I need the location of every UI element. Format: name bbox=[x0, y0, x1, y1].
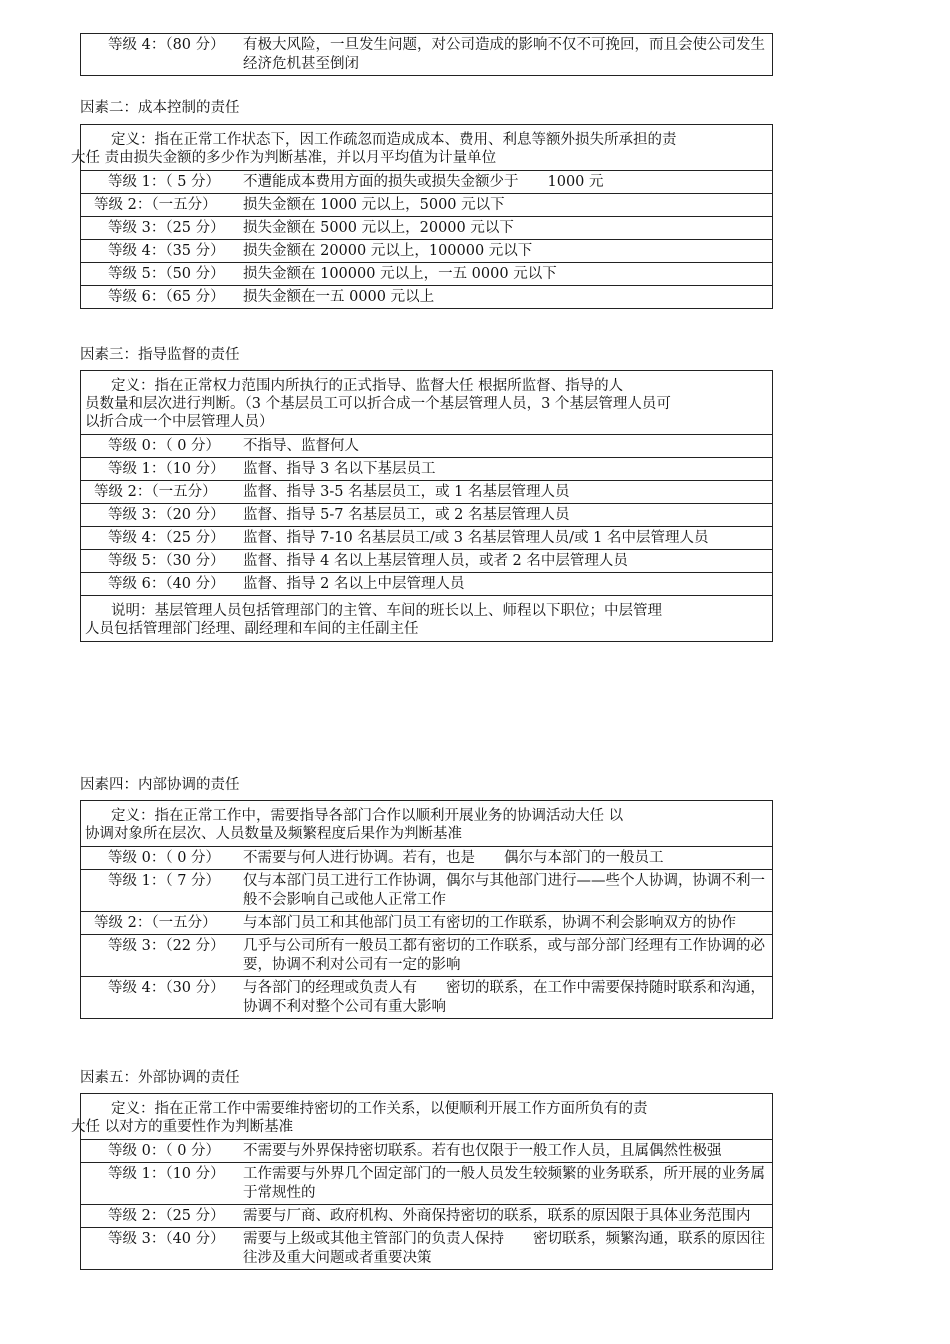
definition-line: 大任 责由损失金额的多少作为判断基准，并以月平均值为计量单位 bbox=[71, 150, 497, 166]
table-row bbox=[81, 240, 772, 263]
level-description: 监督、指导 3-5 名基层员工，或 1 名基层管理人员 bbox=[243, 484, 570, 500]
factor3-table bbox=[80, 370, 773, 642]
level-description: 不需要与外界保持密切联系。若有也仅限于一般工作人员，且属偶然性极强 bbox=[243, 1143, 722, 1159]
factor5-title: 因素五：外部协调的责任 bbox=[80, 1070, 240, 1086]
level-description: 需要与上级或其他主管部门的负责人保持 密切联系，频繁沟通，联系的原因往往涉及重大问题或者重要决策 bbox=[243, 1231, 765, 1266]
level-label: 等级 0：（ 0 分） bbox=[108, 1143, 221, 1159]
level-label: 等级 5：（30 分） bbox=[108, 553, 225, 569]
level-description: 仅与本部门员工进行工作协调，偶尔与其他部门进行——些个人协调，协调不利一般不会影响自己或他人正常工作 bbox=[243, 873, 765, 908]
table-row bbox=[81, 286, 772, 308]
definition-row bbox=[71, 1094, 772, 1140]
level-description: 监督、指导 4 名以上基层管理人员，或者 2 名中层管理人员 bbox=[243, 553, 628, 569]
factor3-title: 因素三：指导监督的责任 bbox=[80, 347, 240, 363]
level-label: 等级 4：（35 分） bbox=[108, 243, 225, 259]
level-label: 等级 1：（ 5 分） bbox=[108, 174, 221, 190]
level-description: 工作需要与外界几个固定部门的一般人员发生较频繁的业务联系，所开展的业务属于常规性的 bbox=[243, 1166, 765, 1201]
level-label: 等级 5：（50 分） bbox=[108, 266, 225, 282]
factor5-table bbox=[71, 1093, 773, 1270]
table-row bbox=[81, 217, 772, 240]
level-description: 与本部门员工和其他部门员工有密切的工作联系，协调不利会影响双方的协作 bbox=[243, 915, 736, 931]
definition-row bbox=[81, 371, 772, 435]
table-row bbox=[81, 34, 772, 75]
definition-line: 员数量和层次进行判断。（3 个基层员工可以折合成一个基层管理人员，3 个基层管理人员可 bbox=[85, 396, 671, 412]
definition-row bbox=[81, 801, 772, 847]
table-row bbox=[81, 1228, 772, 1269]
table-row bbox=[81, 1163, 772, 1205]
level-label: 等级 3：（22 分） bbox=[108, 938, 225, 954]
factor4-title: 因素四：内部协调的责任 bbox=[80, 777, 240, 793]
definition-line: 定义：指在正常工作状态下，因工作疏忽而造成成本、费用、利息等额外损失所承担的责 bbox=[111, 132, 677, 148]
level-description: 不需要与何人进行协调。若有，也是 偶尔与本部门的一般员工 bbox=[243, 850, 664, 866]
definition-line: 定义：指在正常工作中，需要指导各部门合作以顺利开展业务的协调活动大任 以 bbox=[111, 808, 624, 824]
level-description: 损失金额在 5000 元以上，20000 元以下 bbox=[243, 220, 514, 236]
table-row bbox=[81, 458, 772, 481]
level-label: 等级 4：（30 分） bbox=[108, 980, 225, 996]
table-box bbox=[71, 1093, 773, 1270]
level-description: 损失金额在 1000 元以上，5000 元以下 bbox=[243, 197, 505, 213]
level-description: 几乎与公司所有一般员工都有密切的工作联系，或与部分部门经理有工作协调的必要，协调不利对公司有一定的影响 bbox=[243, 938, 765, 973]
level-label: 等级 1：（10 分） bbox=[108, 461, 225, 477]
note-line: 人员包括管理部门经理、副经理和车间的主任副主任 bbox=[85, 621, 419, 637]
level-label: 等级 6：（40 分） bbox=[108, 576, 225, 592]
note-line: 说明：基层管理人员包括管理部门的主管、车间的班长以上、师程以下职位；中层管理 bbox=[111, 603, 662, 619]
level-description: 监督、指导 7-10 名基层员工/或 3 名基层管理人员/或 1 名中层管理人员 bbox=[243, 530, 709, 546]
level-description: 不指导、监督何人 bbox=[243, 438, 359, 454]
table-row bbox=[81, 935, 772, 977]
table-row bbox=[81, 263, 772, 286]
definition-line: 定义：指在正常权力范围内所执行的正式指导、监督大任 根据所监督、指导的人 bbox=[111, 378, 624, 394]
table-row bbox=[81, 481, 772, 504]
level-label: 等级 2：（一五分） bbox=[94, 197, 217, 213]
level-label: 等级 3：（25 分） bbox=[108, 220, 225, 236]
table-row bbox=[81, 870, 772, 912]
level-label: 等级 2：（一五分） bbox=[94, 484, 217, 500]
level-description: 损失金额在 100000 元以上，一五 0000 元以下 bbox=[243, 266, 557, 282]
definition-line: 协调对象所在层次、人员数量及频繁程度后果作为判断基准 bbox=[85, 826, 462, 842]
table-box bbox=[80, 33, 773, 76]
level-description: 监督、指导 2 名以上中层管理人员 bbox=[243, 576, 465, 592]
table-row bbox=[81, 912, 772, 935]
definition-row bbox=[71, 125, 772, 171]
level-description: 与各部门的经理或负责人有 密切的联系，在工作中需要保持随时联系和沟通，协调不利对整个公司有重大影响 bbox=[243, 980, 765, 1015]
level-label: 等级 6：（65 分） bbox=[108, 289, 225, 305]
note-row bbox=[81, 596, 772, 641]
table-box bbox=[71, 124, 773, 309]
level-description: 监督、指导 5-7 名基层员工，或 2 名基层管理人员 bbox=[243, 507, 570, 523]
level-label: 等级 1：（10 分） bbox=[108, 1166, 225, 1182]
definition-line: 定义：指在正常工作中需要维持密切的工作关系，以便顺利开展工作方面所负有的责 bbox=[111, 1101, 648, 1117]
level-label: 等级 3：（20 分） bbox=[108, 507, 225, 523]
level-description: 监督、指导 3 名以下基层员工 bbox=[243, 461, 436, 477]
level-label: 等级 2：（一五分） bbox=[94, 915, 217, 931]
level-label: 等级 3：（40 分） bbox=[108, 1231, 225, 1247]
factor2-table bbox=[71, 124, 773, 309]
table-box bbox=[80, 800, 773, 1019]
definition-line: 大任 以对方的重要性作为判断基准 bbox=[71, 1119, 294, 1135]
factor2-title: 因素二：成本控制的责任 bbox=[80, 100, 240, 116]
level-description: 需要与厂商、政府机构、外商保持密切的联系，联系的原因限于具体业务范围内 bbox=[243, 1208, 751, 1224]
level-description: 不遭能成本费用方面的损失或损失金额少于 1000 元 bbox=[243, 174, 604, 190]
level-label: 等级 4：（25 分） bbox=[108, 530, 225, 546]
factor4-table bbox=[80, 800, 773, 1019]
table-row bbox=[81, 550, 772, 573]
level-description: 有极大风险，一旦发生问题，对公司造成的影响不仅不可挽回，而且会使公司发生经济危机甚至倒闭 bbox=[243, 37, 765, 72]
level-label: 等级 0：（ 0 分） bbox=[108, 438, 221, 454]
table-row bbox=[81, 171, 772, 194]
table-row bbox=[81, 194, 772, 217]
table-row bbox=[81, 527, 772, 550]
table-row bbox=[81, 847, 772, 870]
table-row bbox=[81, 977, 772, 1018]
level-label: 等级 1：（ 7 分） bbox=[108, 873, 221, 889]
level-label: 等级 4：（80 分） bbox=[108, 37, 225, 53]
table-row bbox=[81, 1140, 772, 1163]
level-description: 损失金额在一五 0000 元以上 bbox=[243, 289, 435, 305]
table-row bbox=[81, 504, 772, 527]
table-row bbox=[81, 1205, 772, 1228]
level-description: 损失金额在 20000 元以上，100000 元以下 bbox=[243, 243, 533, 259]
top-continuation-table bbox=[80, 33, 773, 76]
level-label: 等级 2：（25 分） bbox=[108, 1208, 225, 1224]
table-row bbox=[81, 573, 772, 596]
level-label: 等级 0：（ 0 分） bbox=[108, 850, 221, 866]
definition-line: 以折合成一个中层管理人员） bbox=[85, 414, 274, 430]
table-box bbox=[80, 370, 773, 642]
table-row bbox=[81, 435, 772, 458]
